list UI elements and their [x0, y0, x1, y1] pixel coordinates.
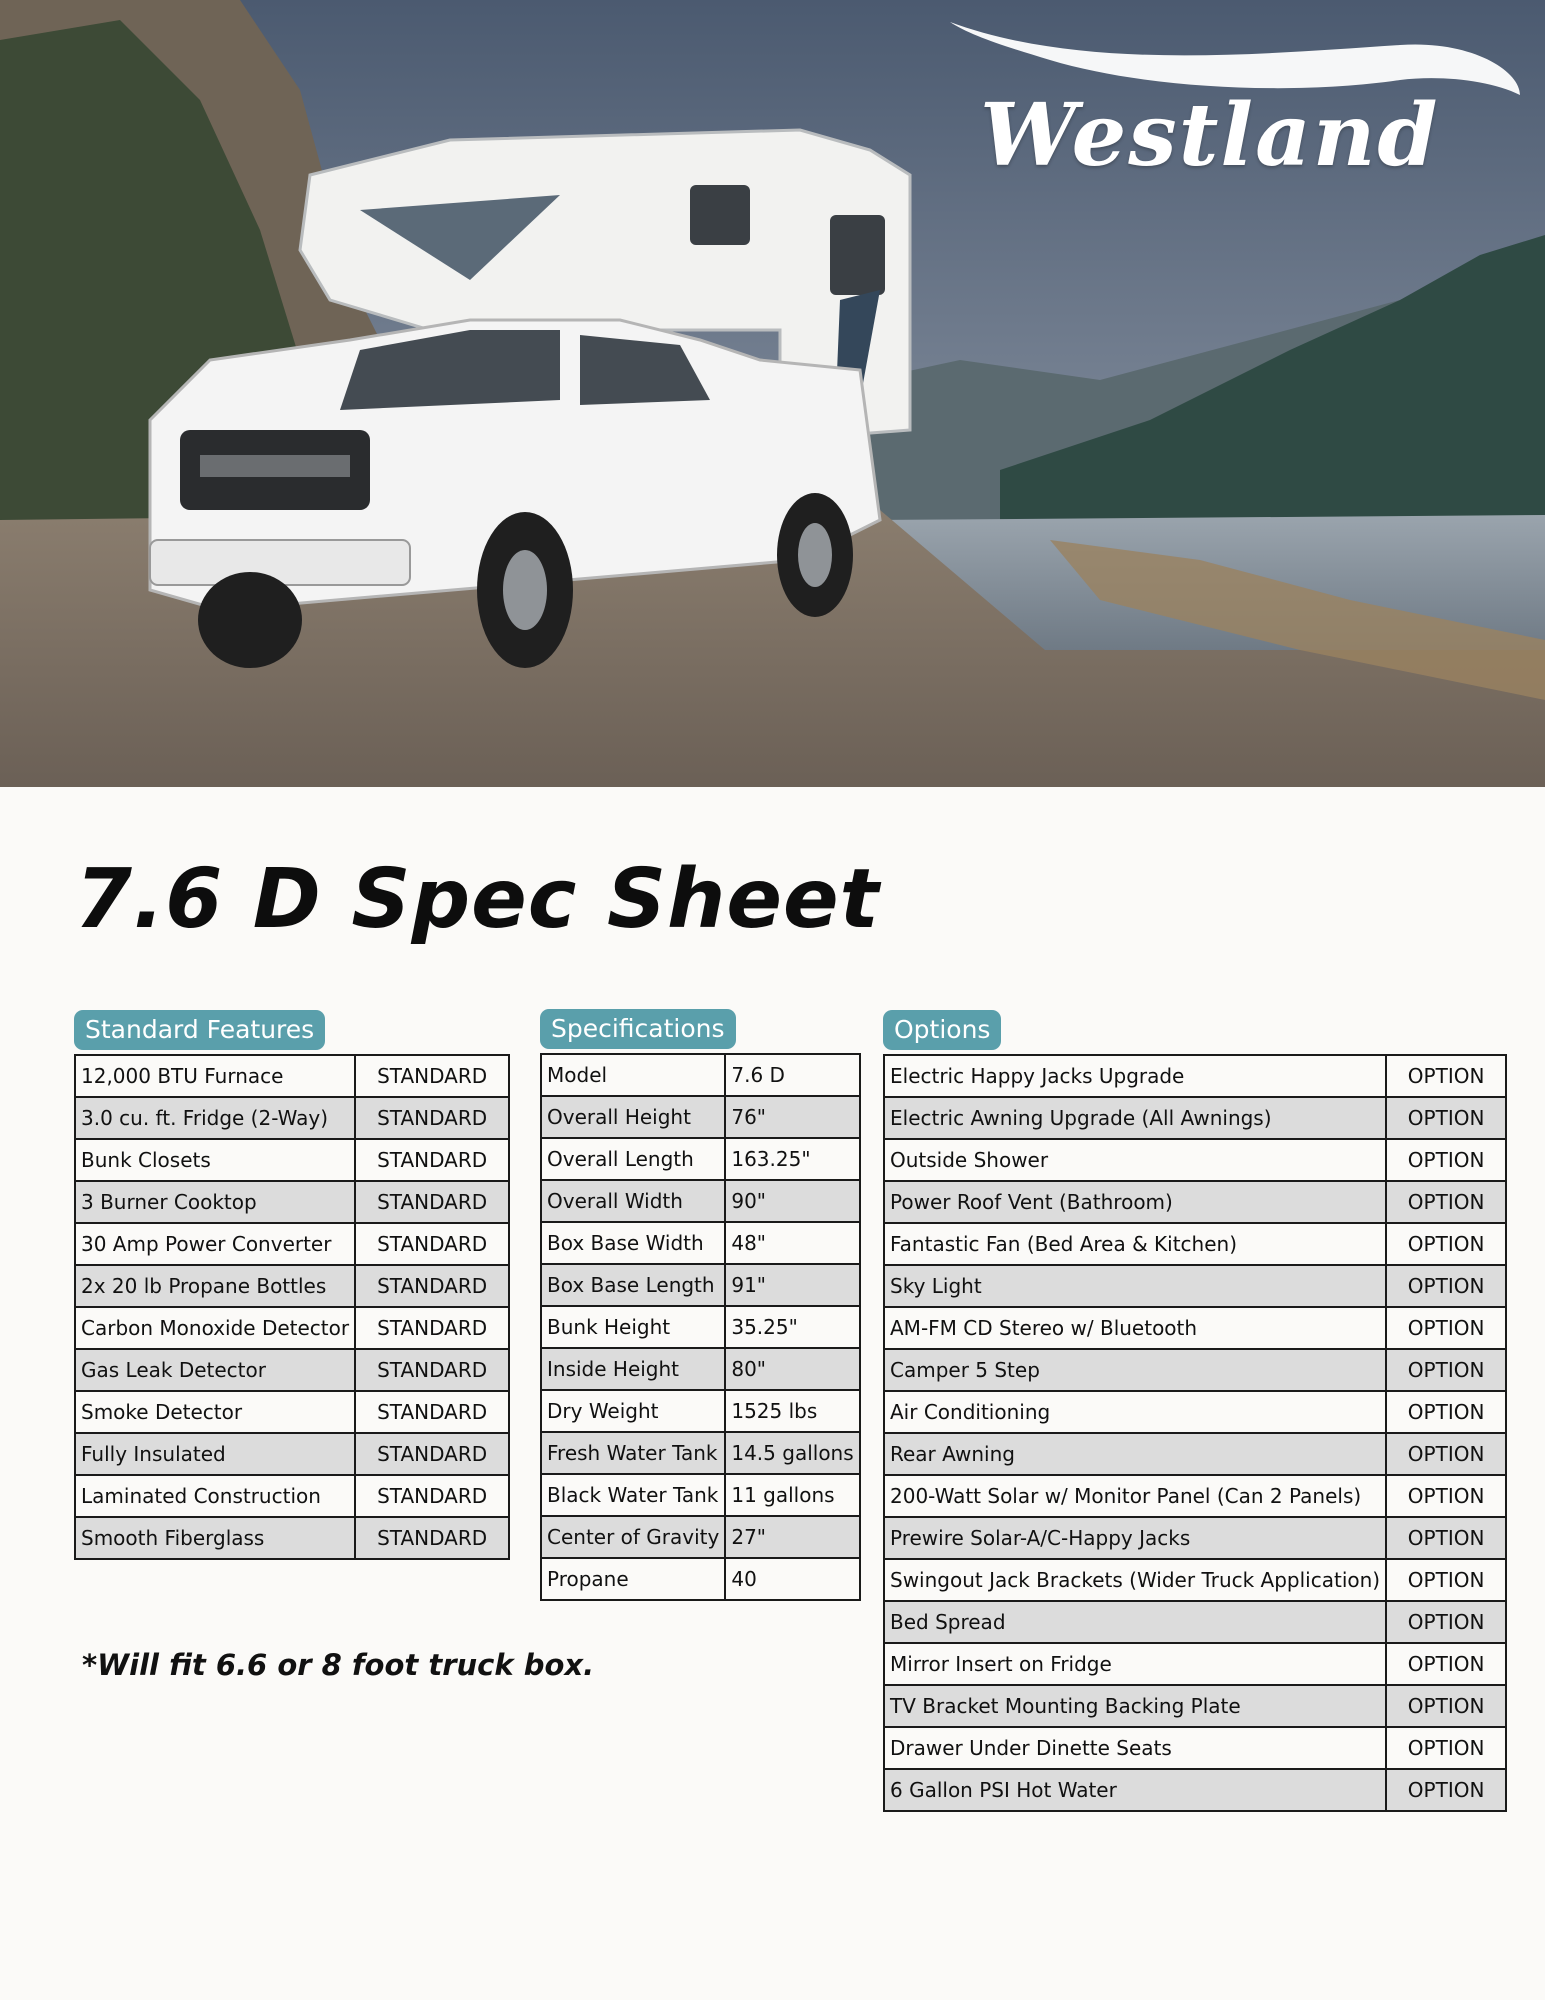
page-title: 7.6 D Spec Sheet — [75, 852, 880, 947]
table-row — [884, 1433, 1506, 1475]
row-value: OPTION — [1386, 1139, 1506, 1181]
table-row — [541, 1222, 860, 1264]
table-row — [884, 1349, 1506, 1391]
table-row — [884, 1475, 1506, 1517]
row-value: 80" — [725, 1348, 859, 1390]
table-row — [884, 1265, 1506, 1307]
row-label: Bunk Closets — [75, 1139, 355, 1181]
row-value: OPTION — [1386, 1643, 1506, 1685]
table-row — [541, 1054, 860, 1096]
row-value: OPTION — [1386, 1601, 1506, 1643]
row-label: Power Roof Vent (Bathroom) — [884, 1181, 1386, 1223]
row-label: Center of Gravity — [541, 1516, 725, 1558]
table-row — [75, 1097, 509, 1139]
row-label: AM-FM CD Stereo w/ Bluetooth — [884, 1307, 1386, 1349]
row-value: OPTION — [1386, 1517, 1506, 1559]
row-label: 2x 20 lb Propane Bottles — [75, 1265, 355, 1307]
row-label: Mirror Insert on Fridge — [884, 1643, 1386, 1685]
row-value: OPTION — [1386, 1055, 1506, 1097]
row-label: 6 Gallon PSI Hot Water — [884, 1769, 1386, 1811]
row-label: Outside Shower — [884, 1139, 1386, 1181]
row-label: Fantastic Fan (Bed Area & Kitchen) — [884, 1223, 1386, 1265]
table-row — [884, 1517, 1506, 1559]
row-value: STANDARD — [355, 1391, 509, 1433]
row-label: Box Base Length — [541, 1264, 725, 1306]
row-value: OPTION — [1386, 1475, 1506, 1517]
table-row — [541, 1558, 860, 1600]
row-value: STANDARD — [355, 1139, 509, 1181]
row-label: Black Water Tank — [541, 1474, 725, 1516]
table-row — [884, 1139, 1506, 1181]
row-value: OPTION — [1386, 1181, 1506, 1223]
standard-features-label: Standard Features — [74, 1010, 325, 1050]
table-row — [541, 1516, 860, 1558]
row-value: STANDARD — [355, 1223, 509, 1265]
row-label: Overall Length — [541, 1138, 725, 1180]
row-label: 3 Burner Cooktop — [75, 1181, 355, 1223]
row-value: 14.5 gallons — [725, 1432, 859, 1474]
table-row — [541, 1348, 860, 1390]
table-row — [541, 1390, 860, 1432]
fit-note: *Will fit 6.6 or 8 foot truck box. — [82, 1648, 595, 1682]
table-row — [884, 1769, 1506, 1811]
row-value: 11 gallons — [725, 1474, 859, 1516]
table-row — [75, 1517, 509, 1559]
table-row — [541, 1180, 860, 1222]
row-label: Fresh Water Tank — [541, 1432, 725, 1474]
table-row — [884, 1391, 1506, 1433]
row-value: OPTION — [1386, 1727, 1506, 1769]
row-label: Carbon Monoxide Detector — [75, 1307, 355, 1349]
table-row — [75, 1181, 509, 1223]
table-row — [75, 1391, 509, 1433]
row-label: Sky Light — [884, 1265, 1386, 1307]
row-value: STANDARD — [355, 1097, 509, 1139]
table-row — [541, 1264, 860, 1306]
row-value: 40 — [725, 1558, 859, 1600]
standard-features-section — [74, 1010, 510, 1560]
table-row — [541, 1306, 860, 1348]
table-row — [884, 1727, 1506, 1769]
row-label: Electric Awning Upgrade (All Awnings) — [884, 1097, 1386, 1139]
row-label: 200-Watt Solar w/ Monitor Panel (Can 2 Panels) — [884, 1475, 1386, 1517]
row-label: Overall Height — [541, 1096, 725, 1138]
row-value: OPTION — [1386, 1307, 1506, 1349]
table-row — [884, 1601, 1506, 1643]
row-value: OPTION — [1386, 1391, 1506, 1433]
row-value: STANDARD — [355, 1517, 509, 1559]
table-row — [541, 1432, 860, 1474]
table-row — [75, 1307, 509, 1349]
row-label: Air Conditioning — [884, 1391, 1386, 1433]
row-label: Model — [541, 1054, 725, 1096]
standard-features-table — [74, 1054, 510, 1560]
table-row — [884, 1097, 1506, 1139]
table-row — [75, 1433, 509, 1475]
row-value: STANDARD — [355, 1349, 509, 1391]
options-section — [883, 1010, 1507, 1812]
row-label: Swingout Jack Brackets (Wider Truck Application) — [884, 1559, 1386, 1601]
options-label: Options — [883, 1010, 1001, 1050]
specifications-section — [540, 1009, 861, 1601]
row-value: STANDARD — [355, 1055, 509, 1097]
table-row — [75, 1055, 509, 1097]
row-label: 30 Amp Power Converter — [75, 1223, 355, 1265]
row-value: OPTION — [1386, 1265, 1506, 1307]
row-label: Overall Width — [541, 1180, 725, 1222]
row-value: 48" — [725, 1222, 859, 1264]
hero-photo — [0, 0, 1545, 787]
table-row — [75, 1349, 509, 1391]
table-row — [75, 1475, 509, 1517]
options-table — [883, 1054, 1507, 1812]
row-label: Smooth Fiberglass — [75, 1517, 355, 1559]
row-value: OPTION — [1386, 1769, 1506, 1811]
row-label: 12,000 BTU Furnace — [75, 1055, 355, 1097]
row-value: STANDARD — [355, 1475, 509, 1517]
row-value: 163.25" — [725, 1138, 859, 1180]
row-label: Prewire Solar-A/C-Happy Jacks — [884, 1517, 1386, 1559]
row-label: Camper 5 Step — [884, 1349, 1386, 1391]
row-label: Dry Weight — [541, 1390, 725, 1432]
table-row — [884, 1643, 1506, 1685]
row-value: 1525 lbs — [725, 1390, 859, 1432]
table-row — [75, 1223, 509, 1265]
row-label: Drawer Under Dinette Seats — [884, 1727, 1386, 1769]
row-value: 91" — [725, 1264, 859, 1306]
specifications-table — [540, 1053, 861, 1601]
row-value: 7.6 D — [725, 1054, 859, 1096]
specifications-label: Specifications — [540, 1009, 736, 1049]
table-row — [75, 1139, 509, 1181]
table-row — [884, 1181, 1506, 1223]
row-value: 90" — [725, 1180, 859, 1222]
row-value: OPTION — [1386, 1685, 1506, 1727]
row-label: Gas Leak Detector — [75, 1349, 355, 1391]
row-label: 3.0 cu. ft. Fridge (2-Way) — [75, 1097, 355, 1139]
table-row — [884, 1559, 1506, 1601]
row-label: Bed Spread — [884, 1601, 1386, 1643]
row-label: Fully Insulated — [75, 1433, 355, 1475]
row-value: 27" — [725, 1516, 859, 1558]
row-value: OPTION — [1386, 1559, 1506, 1601]
row-value: OPTION — [1386, 1433, 1506, 1475]
row-label: Propane — [541, 1558, 725, 1600]
row-value: OPTION — [1386, 1349, 1506, 1391]
table-row — [541, 1096, 860, 1138]
row-value: OPTION — [1386, 1097, 1506, 1139]
westland-logo: Westland — [980, 85, 1440, 186]
row-label: Laminated Construction — [75, 1475, 355, 1517]
table-row — [75, 1265, 509, 1307]
row-value: 35.25" — [725, 1306, 859, 1348]
row-label: Smoke Detector — [75, 1391, 355, 1433]
row-value: OPTION — [1386, 1223, 1506, 1265]
row-label: Rear Awning — [884, 1433, 1386, 1475]
row-label: TV Bracket Mounting Backing Plate — [884, 1685, 1386, 1727]
row-value: STANDARD — [355, 1265, 509, 1307]
table-row — [884, 1685, 1506, 1727]
row-label: Bunk Height — [541, 1306, 725, 1348]
row-value: STANDARD — [355, 1181, 509, 1223]
table-row — [884, 1055, 1506, 1097]
row-value: 76" — [725, 1096, 859, 1138]
row-value: STANDARD — [355, 1307, 509, 1349]
table-row — [541, 1474, 860, 1516]
table-row — [884, 1307, 1506, 1349]
row-label: Electric Happy Jacks Upgrade — [884, 1055, 1386, 1097]
table-row — [541, 1138, 860, 1180]
row-label: Inside Height — [541, 1348, 725, 1390]
table-row — [884, 1223, 1506, 1265]
row-value: STANDARD — [355, 1433, 509, 1475]
row-label: Box Base Width — [541, 1222, 725, 1264]
